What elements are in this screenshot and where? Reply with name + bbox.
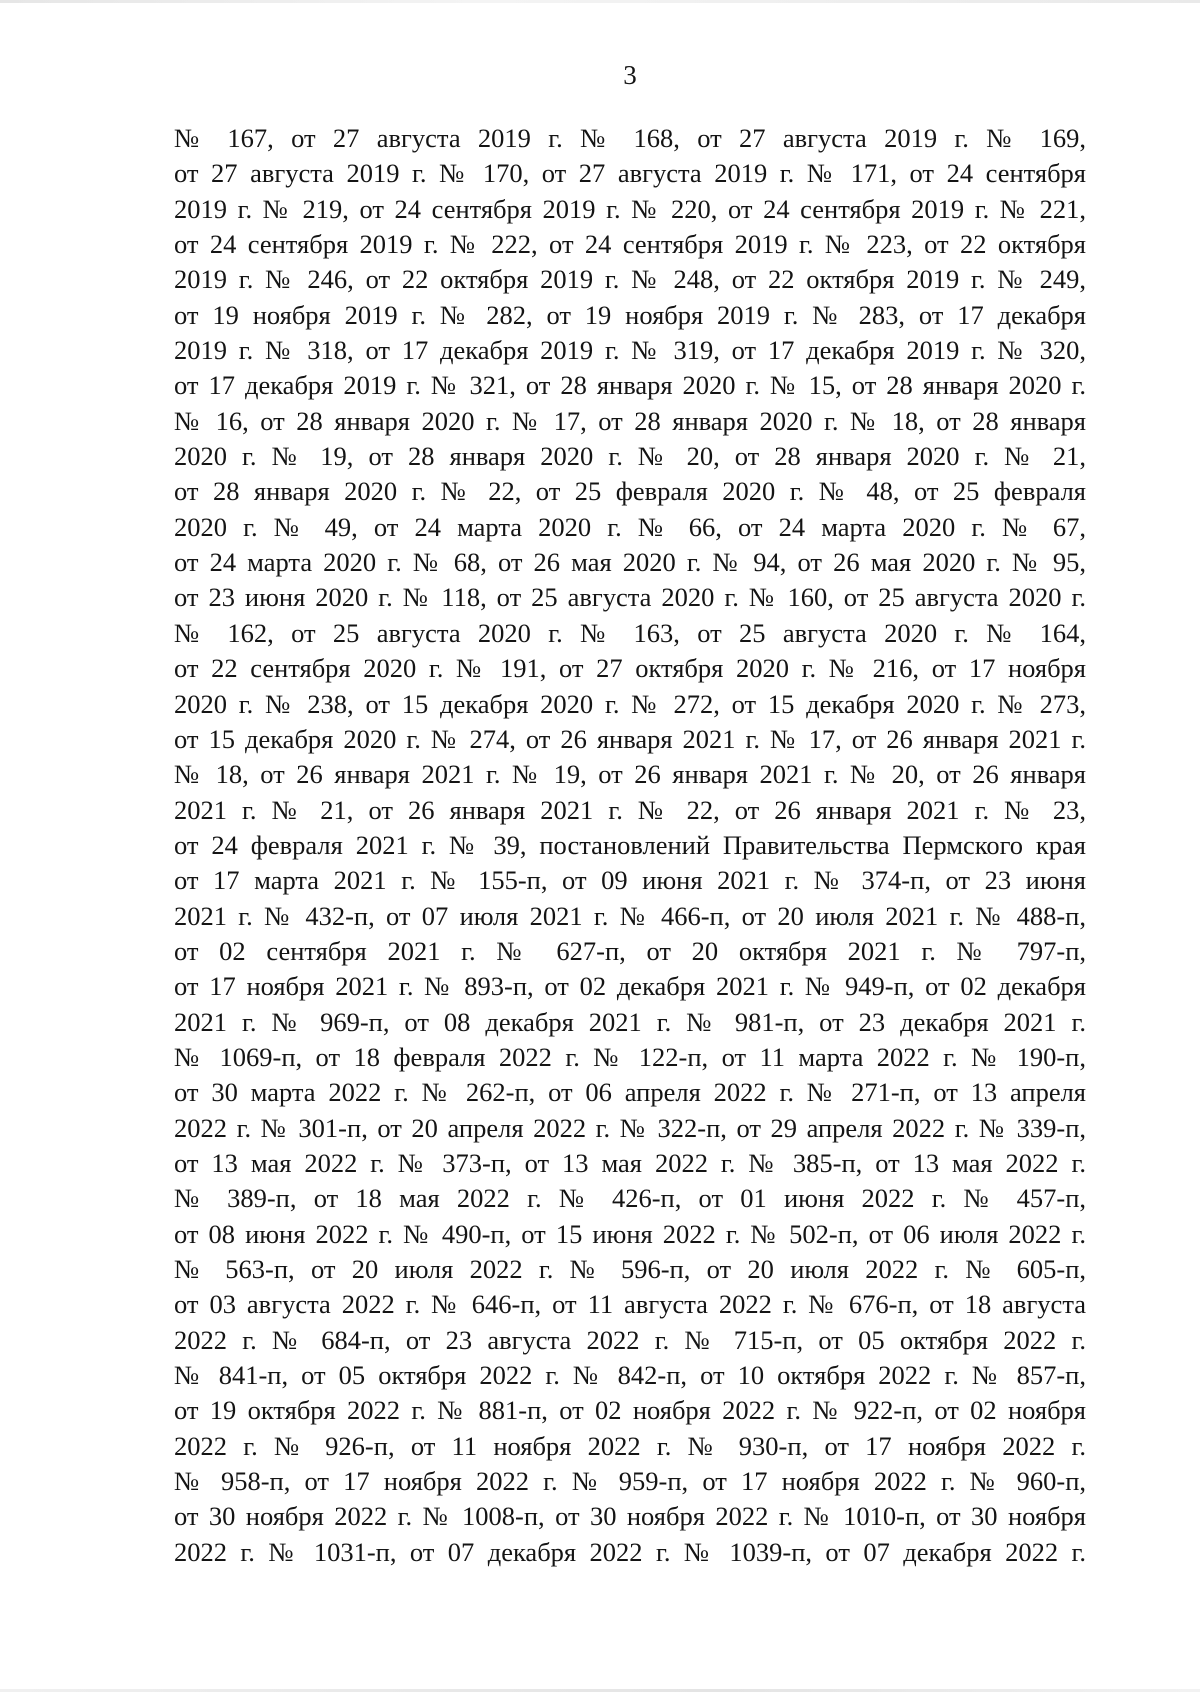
text-line: от 13 мая 2022 г. № 373-п, от 13 мая 2022 г. № 385-п, от 13 мая 2022 г. bbox=[174, 1147, 1086, 1178]
text-line: № 18, от 26 января 2021 г. № 19, от 26 января 2021 г. № 20, от 26 января bbox=[174, 759, 1086, 790]
text-line: от 23 июня 2020 г. № 118, от 25 августа 2020 г. № 160, от 25 августа 2020 г. bbox=[174, 582, 1086, 613]
text-line: от 19 ноября 2019 г. № 282, от 19 ноября 2019 г. № 283, от 17 декабря bbox=[174, 299, 1086, 330]
text-line: 2019 г. № 219, от 24 сентября 2019 г. № 220, от 24 сентября 2019 г. № 221, bbox=[174, 193, 1086, 224]
text-line: № 1069-п, от 18 февраля 2022 г. № 122-п, от 11 марта 2022 г. № 190-п, bbox=[174, 1041, 1086, 1072]
text-line: 2022 г. № 301-п, от 20 апреля 2022 г. № 322-п, от 29 апреля 2022 г. № 339-п, bbox=[174, 1112, 1086, 1143]
text-line: от 27 августа 2019 г. № 170, от 27 августа 2019 г. № 171, от 24 сентября bbox=[174, 158, 1086, 189]
text-line: от 24 марта 2020 г. № 68, от 26 мая 2020 г. № 94, от 26 мая 2020 г. № 95, bbox=[174, 547, 1086, 578]
text-line: 2020 г. № 19, от 28 января 2020 г. № 20, от 28 января 2020 г. № 21, bbox=[174, 441, 1086, 472]
text-line: 2021 г. № 969-п, от 08 декабря 2021 г. № 981-п, от 23 декабря 2021 г. bbox=[174, 1006, 1086, 1037]
text-line: от 03 августа 2022 г. № 646-п, от 11 августа 2022 г. № 676-п, от 18 августа bbox=[174, 1289, 1086, 1320]
text-line: 2022 г. № 1031-п, от 07 декабря 2022 г. № 1039-п, от 07 декабря 2022 г. bbox=[174, 1536, 1086, 1567]
text-line: от 28 января 2020 г. № 22, от 25 февраля 2020 г. № 48, от 25 февраля bbox=[174, 476, 1086, 507]
text-line: 2021 г. № 21, от 26 января 2021 г. № 22, от 26 января 2021 г. № 23, bbox=[174, 794, 1086, 825]
page-number: 3 bbox=[623, 60, 637, 90]
text-line: от 17 ноября 2021 г. № 893-п, от 02 декабря 2021 г. № 949-п, от 02 декабря bbox=[174, 971, 1086, 1002]
text-line: 2020 г. № 238, от 15 декабря 2020 г. № 272, от 15 декабря 2020 г. № 273, bbox=[174, 688, 1086, 719]
text-line: 2020 г. № 49, от 24 марта 2020 г. № 66, от 24 марта 2020 г. № 67, bbox=[174, 511, 1086, 542]
text-line: № 841-п, от 05 октября 2022 г. № 842-п, от 10 октября 2022 г. № 857-п, bbox=[174, 1360, 1086, 1391]
text-line: 2019 г. № 246, от 22 октября 2019 г. № 248, от 22 октября 2019 г. № 249, bbox=[174, 264, 1086, 295]
text-line: от 17 марта 2021 г. № 155-п, от 09 июня 2021 г. № 374-п, от 23 июня bbox=[174, 865, 1086, 896]
text-line: от 08 июня 2022 г. № 490-п, от 15 июня 2022 г. № 502-п, от 06 июля 2022 г. bbox=[174, 1218, 1086, 1249]
scan-edge-top bbox=[0, 0, 1200, 3]
text-line: от 30 марта 2022 г. № 262-п, от 06 апреля 2022 г. № 271-п, от 13 апреля bbox=[174, 1077, 1086, 1108]
text-line: от 24 сентября 2019 г. № 222, от 24 сентября 2019 г. № 223, от 22 октября bbox=[174, 229, 1086, 260]
text-line: № 167, от 27 августа 2019 г. № 168, от 27 августа 2019 г. № 169, bbox=[174, 123, 1086, 153]
text-line: от 30 ноября 2022 г. № 1008-п, от 30 ноября 2022 г. № 1010-п, от 30 ноября bbox=[174, 1501, 1086, 1532]
text-line: от 17 декабря 2019 г. № 321, от 28 января 2020 г. № 15, от 28 января 2020 г. bbox=[174, 370, 1086, 401]
text-line: от 19 октября 2022 г. № 881-п, от 02 ноября 2022 г. № 922-п, от 02 ноября bbox=[174, 1395, 1086, 1426]
text-line: № 958-п, от 17 ноября 2022 г. № 959-п, от 17 ноября 2022 г. № 960-п, bbox=[174, 1466, 1086, 1497]
text-line: № 162, от 25 августа 2020 г. № 163, от 25 августа 2020 г. № 164, bbox=[174, 617, 1086, 648]
text-line: 2021 г. № 432-п, от 07 июля 2021 г. № 466-п, от 20 июля 2021 г. № 488-п, bbox=[174, 900, 1086, 931]
text-line: № 389-п, от 18 мая 2022 г. № 426-п, от 01 июня 2022 г. № 457-п, bbox=[174, 1183, 1086, 1214]
text-line: № 16, от 28 января 2020 г. № 17, от 28 января 2020 г. № 18, от 28 января bbox=[174, 405, 1086, 436]
text-line: № 563-п, от 20 июля 2022 г. № 596-п, от 20 июля 2022 г. № 605-п, bbox=[174, 1254, 1086, 1284]
body-paragraph bbox=[174, 121, 1086, 1570]
text-line: от 24 февраля 2021 г. № 39, постановлений Правительства Пермского края bbox=[174, 829, 1086, 860]
text-line: 2019 г. № 318, от 17 декабря 2019 г. № 319, от 17 декабря 2019 г. № 320, bbox=[174, 335, 1086, 366]
text-line: от 15 декабря 2020 г. № 274, от 26 января 2021 г. № 17, от 26 января 2021 г. bbox=[174, 723, 1086, 754]
text-line: 2022 г. № 926-п, от 11 ноября 2022 г. № 930-п, от 17 ноября 2022 г. bbox=[174, 1430, 1086, 1461]
text-line: от 22 сентября 2020 г. № 191, от 27 октября 2020 г. № 216, от 17 ноября bbox=[174, 653, 1086, 684]
text-line: от 02 сентября 2021 г. № 627-п, от 20 октября 2021 г. № 797-п, bbox=[174, 935, 1086, 966]
text-line: 2022 г. № 684-п, от 23 августа 2022 г. № 715-п, от 05 октября 2022 г. bbox=[174, 1324, 1086, 1355]
